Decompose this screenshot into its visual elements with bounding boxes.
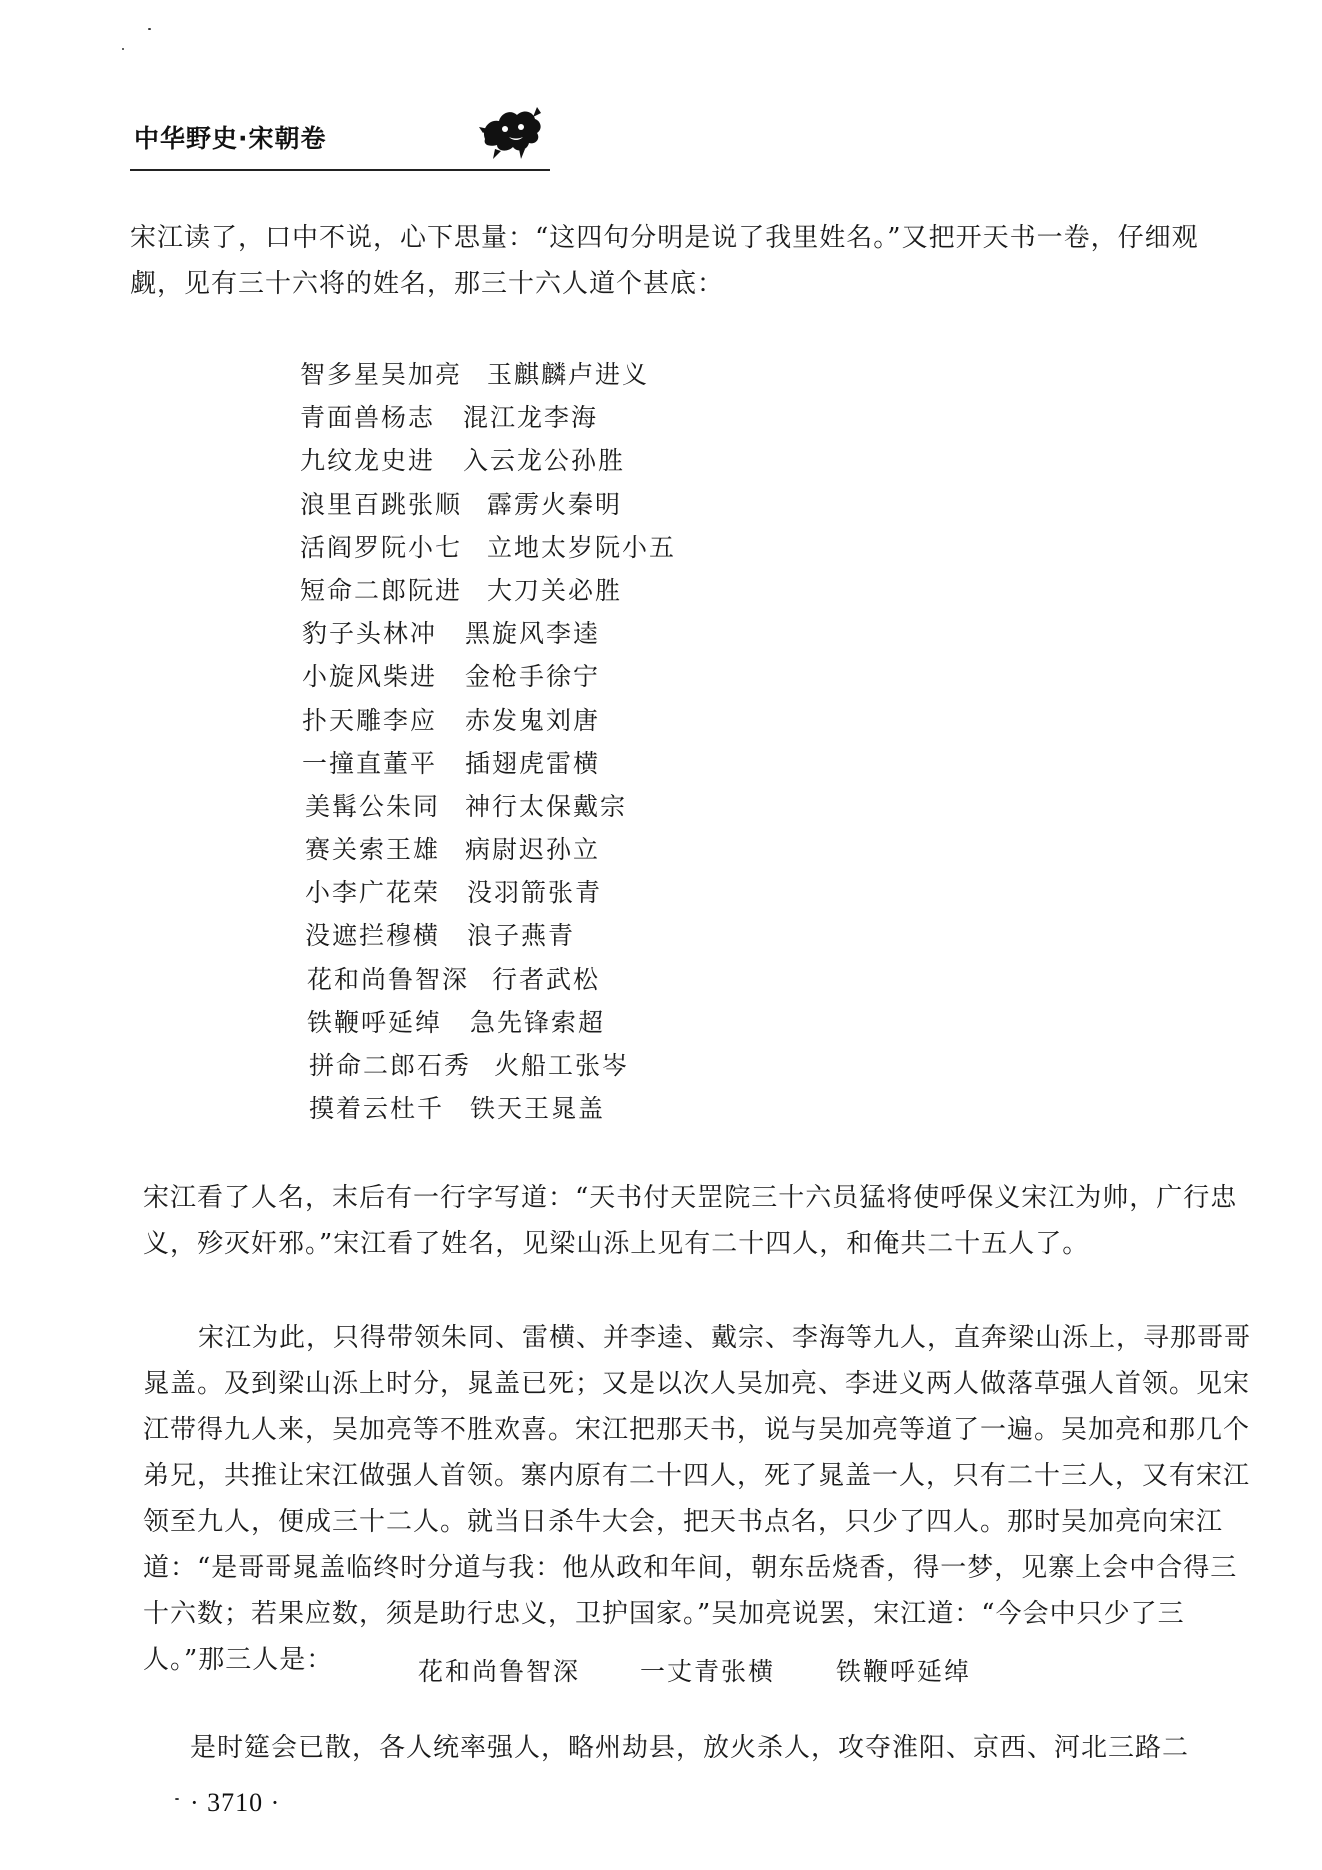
hero-name: 摸着云杜千	[309, 1094, 445, 1124]
hero-name: 行者武松	[492, 964, 601, 994]
hero-name: 花和尚鲁智深	[418, 1657, 581, 1686]
hero-name: 活阎罗阮小七	[300, 532, 463, 562]
scan-speck	[122, 48, 124, 50]
hero-name: 大刀关必胜	[487, 575, 623, 605]
hero-name: 扑天雕李应	[302, 705, 438, 735]
heroes-name-list	[300, 355, 800, 1132]
hero-name: 一丈青张横	[640, 1657, 776, 1686]
list-item	[300, 528, 800, 571]
hero-name: 短命二郎阮进	[300, 575, 463, 605]
hero-name: 玉麒麟卢进义	[487, 360, 650, 389]
hero-name: 金枪手徐宁	[465, 662, 601, 692]
list-item	[300, 787, 800, 830]
paragraph-heavenly-book: 宋江看了人名，末后有一行字写道：“天书付天罡院三十六员猛将使呼保义宋江为帅，广行忠义，殄灭奸邪。”宋江看了姓名，见梁山泺上见有二十四人，和俺共二十五人了。	[143, 1183, 1238, 1259]
list-item	[300, 485, 800, 528]
hero-name: 混江龙李海	[463, 403, 599, 433]
list-item	[300, 614, 800, 657]
missing-three-names	[0, 1652, 1322, 1692]
hero-name: 没遮拦穆横	[305, 921, 441, 951]
hero-name: 神行太保戴宗	[465, 791, 628, 821]
list-item	[300, 1046, 800, 1089]
hero-name: 火船工张岑	[494, 1051, 630, 1080]
hero-name: 铁鞭呼延绰	[307, 1007, 443, 1037]
list-item	[300, 571, 800, 614]
hero-name: 小李广花荣	[305, 878, 441, 908]
hero-name: 青面兽杨志	[300, 403, 436, 433]
list-item	[300, 916, 800, 959]
hero-name: 智多星吴加亮	[300, 360, 463, 389]
hero-name: 立地太岁阮小五	[487, 532, 677, 562]
page-number: · 3710 ·	[190, 1788, 281, 1817]
hero-name: 入云龙公孙胜	[463, 446, 626, 476]
scan-speck	[148, 28, 151, 30]
list-item	[300, 1089, 800, 1132]
hero-name: 拼命二郎石秀	[309, 1051, 472, 1080]
hero-name: 赤发鬼刘唐	[465, 705, 601, 735]
scan-speck	[175, 1798, 179, 1800]
hero-name: 没羽箭张青	[467, 878, 603, 908]
list-item	[300, 1003, 800, 1046]
list-item	[300, 873, 800, 916]
list-item	[300, 441, 800, 484]
book-title: 中华野史·宋朝卷	[134, 124, 327, 153]
hero-name: 急先锋索超	[470, 1007, 606, 1037]
paragraph-continuation: 是时筵会已散，各人统率强人，略州劫县，放火杀人，攻夺淮阳、京西、河北三路二	[190, 1733, 1190, 1763]
hero-name: 浪子燕青	[467, 921, 576, 951]
list-item	[300, 830, 800, 873]
hero-name: 病尉迟孙立	[465, 835, 601, 865]
running-header	[130, 115, 550, 171]
hero-name: 小旋风柴进	[302, 662, 438, 692]
paragraph-narrative: 宋江为此，只得带领朱同、雷横、并李逵、戴宗、李海等九人，直奔梁山泺上，寻那哥哥晁盖。及到梁山泺上时分，晁盖已死；又是以次人吴加亮、李进义两人做落草强人首领。见宋江带得九人来，吴加亮等不胜欢喜。宋江把那天书，说与吴加亮等道了一遍。吴加亮和那几个弟兄，共推让宋江做强人首领。寨内原有二十四人，死了晁盖一人，只有二十三人，又有宋江领至九人，便成三十二人。就当日杀牛大会，把天书点名，只少了四人。那时吴加亮向宋江道：“是哥哥晁盖临终时分道与我：他从政和年间，朝东岳烧香，得一梦，见寨上会中合得三十六数；若果应数，须是助行忠义，卫护国家。”吴加亮说罢，宋江道：“今会中只少了三人。”那三人是：	[143, 1323, 1252, 1675]
hero-name: 浪里百跳张顺	[300, 489, 463, 519]
hero-name: 美髯公朱同	[305, 791, 441, 821]
list-item	[300, 657, 800, 700]
paragraph-intro: 宋江读了，口中不说，心下思量：“这四句分明是说了我里姓名。”又把开天书一卷，仔细观觑，见有三十六将的姓名，那三十六人道个甚底：	[130, 223, 1199, 299]
list-item	[300, 960, 800, 1003]
hero-name: 铁鞭呼延绰	[836, 1657, 972, 1686]
hero-name: 一撞直董平	[302, 748, 438, 778]
hero-name: 花和尚鲁智深	[307, 964, 470, 994]
hero-name: 插翅虎雷横	[465, 748, 601, 778]
list-item	[300, 355, 800, 398]
list-item	[300, 398, 800, 441]
list-item	[300, 744, 800, 787]
hero-name: 九纹龙史进	[300, 446, 436, 476]
hero-name: 赛关索王雄	[305, 835, 441, 865]
hero-name: 铁天王晁盖	[470, 1094, 606, 1124]
hero-name: 黑旋风李逵	[465, 619, 601, 649]
list-item	[300, 701, 800, 744]
dragon-emblem-icon	[475, 99, 547, 161]
hero-name: 霹雳火秦明	[487, 489, 623, 519]
hero-name: 豹子头林冲	[302, 619, 438, 649]
